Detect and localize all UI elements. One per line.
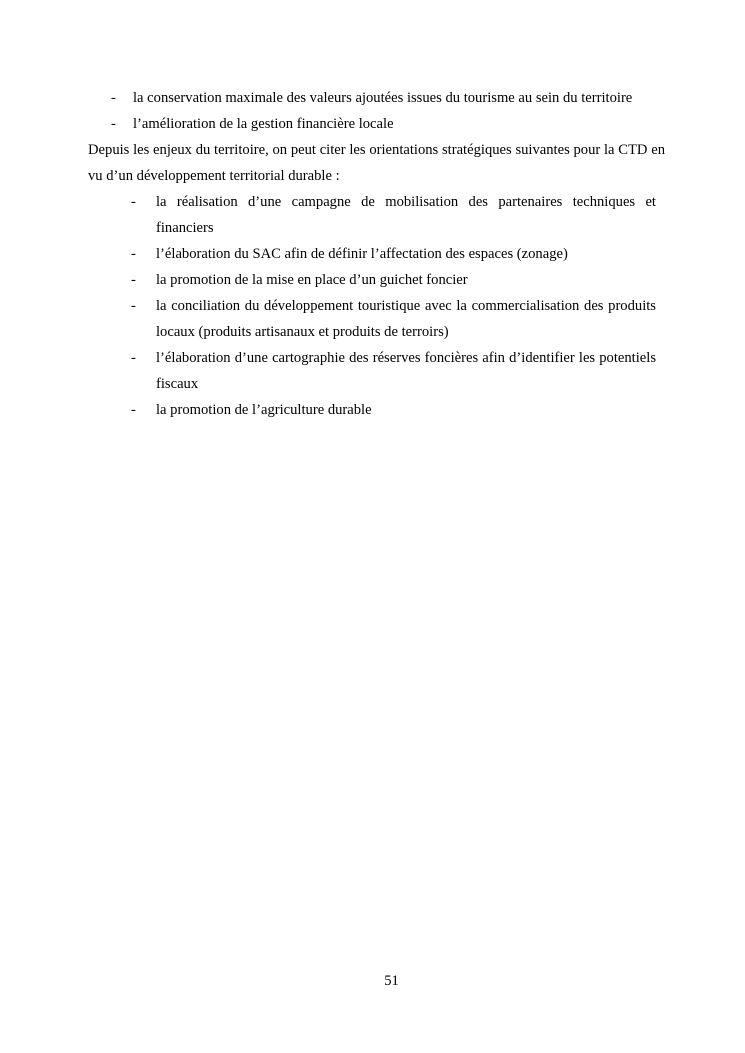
bullet-dash: -: [111, 116, 116, 132]
list-item: [131, 241, 656, 267]
list-item: [131, 345, 656, 397]
bullet-dash: -: [131, 194, 136, 210]
list-item-text: la promotion de la mise en place d’un guichet foncier: [156, 272, 468, 288]
bullet-dash: -: [131, 402, 136, 418]
list-item: [131, 293, 656, 345]
bullet-dash: -: [131, 272, 136, 288]
list-item-text: la promotion de l’agriculture durable: [156, 402, 372, 418]
page-number: 51: [384, 973, 399, 989]
body-paragraph: Depuis les enjeux du territoire, on peut citer les orientations stratégiques suivantes pour la CTD en vu d’un développement territorial durable :: [88, 142, 665, 184]
list-item: [111, 85, 673, 111]
list-item-text: l’élaboration du SAC afin de définir l’affectation des espaces (zonage): [156, 246, 568, 262]
bullet-dash: -: [131, 246, 136, 262]
list-item: [131, 267, 656, 293]
list-item: [131, 397, 656, 423]
bullet-list-strategic-orientations: [131, 189, 656, 423]
bullet-dash: -: [131, 298, 136, 314]
list-item-text: la réalisation d’une campagne de mobilisation des partenaires techniques et financiers: [156, 194, 656, 236]
list-item-text: la conservation maximale des valeurs ajoutées issues du tourisme au sein du territoire: [133, 90, 633, 106]
list-item-text: la conciliation du développement touristique avec la commercialisation des produits locaux (produits artisanaux et produits de terroirs): [156, 298, 656, 340]
list-item-text: l’élaboration d’une cartographie des réserves foncières afin d’identifier les potentiels fiscaux: [156, 350, 656, 392]
list-item: [111, 111, 673, 137]
bullet-list-objectives: [111, 85, 673, 137]
list-item: [131, 189, 656, 241]
list-item-text: l’amélioration de la gestion financière locale: [133, 116, 394, 132]
bullet-dash: -: [131, 350, 136, 366]
bullet-dash: -: [111, 90, 116, 106]
